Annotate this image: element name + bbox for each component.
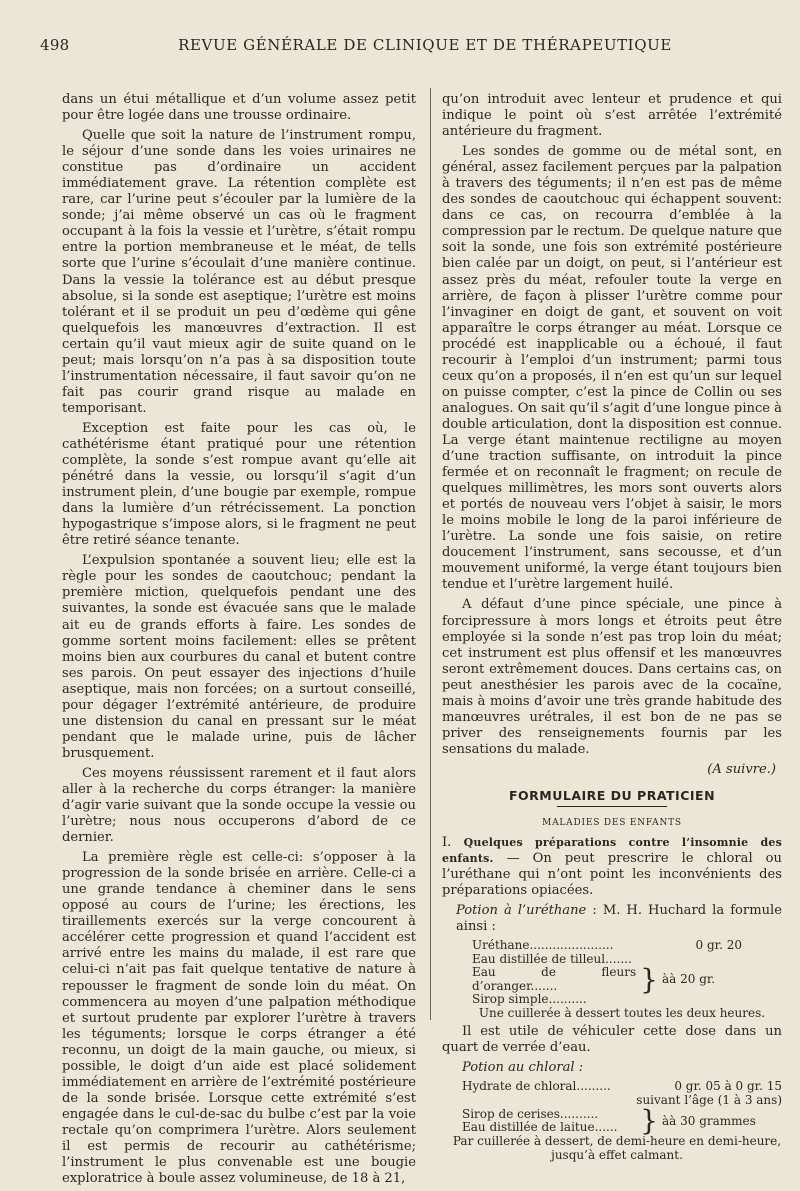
paragraph: L’expulsion spontanée a souvent lieu; elle est la règle pour les sondes de caoutchouc; pendant la première miction, quelquefois pendant une des suivantes, la sonde est évacuée sans que le malade ait eu de grands efforts à faire. Les sondes de gomme sortent moins facilement: elles se prêtent moins bien aux courbures du canal et butent contre ses parois. On peut essayer des injections d’huile aseptique, mais non forcées; on a surtout conseillé, pour dégager l’extrémité antérieure, de produire une distension du canal en pressant sur le méat pendant que le malade urine, puis de lâcher brusquement. [62, 553, 416, 761]
item-number: I. [442, 835, 452, 851]
ingredient-name: Eau distillée de tilleul....... [472, 951, 632, 966]
section-heading: MALADIES DES ENFANTS [542, 818, 682, 829]
recipe-row [472, 939, 782, 953]
paragraph: Ces moyens réussissent rarement et il faut alors aller à la recherche du corps étranger: la manière d’agir varie suivant que la sonde occupe la vessie ou l’urètre; nous nous occuperons d’abord de ce dernier. [62, 765, 416, 846]
dosage-note: Une cuillerée à dessert toutes les deux heures. [478, 1005, 766, 1020]
potion-uretane-label: Potion à l’uréthane [456, 903, 587, 919]
ingredient-name: Sirop simple.......... [472, 992, 587, 1007]
brace: } [640, 1104, 658, 1138]
dosage-note: Par cuillerée à dessert, de demi-heure en demi-heure, jusqu’à effet calmant. [452, 1134, 782, 1162]
paragraph: La première règle est celle-ci: s’opposer à la progression de la sonde brisée en arrière. Celle-ci a une grande tendance à cheminer dans le sens opposé au cours de l’urine; les érections, les tiraillements exercés sur la verge concourent à accélérer cette progression et quand l’accident est arrivé entre les mains du malade, il est rare que celui-ci n’ait pas fait quelque tentative de nature à repousser le fragment de sonde loin du méat. On commencera au moyen d’une palpation méthodique et surtout prudente par explorer l’urètre à travers les téguments; lorsque le corps étranger a été reconnu, un doigt de la main gauche, ou mieux, si possible, le doigt d’un aide est placé solidement immédiatement en arrière de l’extrémité postérieure de la sonde brisée. Lorsque cette extrémité s’est engagée dans le cul-de-sac du bulbe c’est par la voie rectale qu’on comprimera l’urètre. Alors seulement il est permis de recourir au cathétérisme; l’instrument le plus convenable est une bougie exploratrice à boule assez volumineuse, de 18 à 21, [62, 850, 416, 1187]
paragraph: Il est utile de véhiculer cette dose dans un quart de verrée d’eau. [442, 1024, 782, 1056]
dosage-age-note: suivant l’âge (1 à 3 ans) [636, 1092, 782, 1107]
item-heading: Quelques préparations contre l’insomnie des enfants. [442, 836, 782, 866]
ingredient-name: Eau distillée de laitue...... [462, 1120, 618, 1135]
page-header [40, 36, 780, 60]
ingredient-name: Sirop de cerises.......... [462, 1106, 599, 1121]
ingredient-name: Eau de fleurs d’oranger....... [472, 965, 637, 993]
recipe-chloral [452, 1079, 782, 1162]
ingredient-name: Uréthane...................... [472, 938, 614, 953]
right-column [442, 92, 782, 1166]
page-number: 498 [40, 36, 70, 54]
potion-chloral-label: Potion au chloral : [462, 1060, 584, 1076]
group-quantity: àà 30 grammes [662, 1113, 756, 1128]
potion-uretane-line [456, 903, 782, 935]
running-head: REVUE GÉNÉRALE DE CLINIQUE ET DE THÉRAPEUTIQUE [178, 36, 672, 54]
ingredient-group [462, 1104, 782, 1138]
paragraph: Exception est faite pour les cas où, le cathétérisme étant pratiqué pour une rétention complète, la sonde s’est rompue avant qu’elle ait pénétré dans la vessie, ou lorsqu’il s’agit d’un instrument plein, d’une bougie par exemple, rompue dans la lumière d’un rétrécissement. La ponction hypogastrique s’impose alors, si le fragment ne peut être retiré séance tenante. [62, 420, 416, 549]
left-column [62, 92, 416, 1191]
title-underline [557, 806, 667, 807]
continued-note: (A suivre.) [707, 761, 776, 777]
paragraph: dans un étui métallique et d’un volume assez petit pour être logée dans une trousse ordinaire. [62, 92, 416, 124]
ingredient-quantity: 0 gr. 20 [695, 938, 742, 953]
formulaire-title: FORMULAIRE DU PRATICIEN [508, 787, 716, 803]
ingredient-quantity: 0 gr. 05 à 0 gr. 15 [674, 1079, 782, 1094]
ingredient-group [472, 953, 782, 1007]
potion-uretane-attribution: : M. H. Huchard la formule ainsi : [456, 903, 782, 935]
paragraph: A défaut d’une pince spéciale, une pince à forcipressure à mors longs et étroits peut être employée si la sonde n’est pas trop loin du méat; cet instrument est plus offensif et les manœuvres seront extrêmement douces. Dans certains cas, on peut anesthésier les parois avec de la cocaïne, mais à moins d’avoir une très grande habitude des manœuvres urétrales, il est bon de ne pas se priver des renseignements fournis par les sensations du malade. [442, 597, 782, 757]
column-divider [430, 88, 431, 1020]
recipe-uretane [472, 939, 782, 1020]
formula-intro [442, 835, 782, 899]
group-quantity: àà 20 gr. [662, 972, 716, 987]
recipe-row [462, 1080, 782, 1094]
paragraph: Les sondes de gomme ou de métal sont, en général, assez facilement perçues par la palpation à travers des téguments; il n’en est pas de même des sondes de caoutchouc qui échappent souvent: dans ce cas, on recourra d’emblée à la compression par le rectum. De quelque nature que soit la sonde, une fois son extrémité postérieure bien calée par un doigt, on peut, si l’antérieur est assez près du méat, refouler toute la verge en arrière, de façon à plisser l’urètre comme pour l’invaginer en doigt de gant, et souvent on voit apparaître le corps étranger au méat. Lorsque ce procédé est inapplicable ou a échoué, il faut recourir à l’emploi d’un instrument; parmi tous ceux qu’on a proposés, il n’en est qu’un sur lequel on puisse compter, c’est la pince de Collin ou ses analogues. On sait qu’il s’agit d’une longue pince à double articulation, dont la disposition est connue. La verge étant maintenue rectiligne au moyen d’une traction suffisante, on introduit la pince fermée et on reconnaît le fragment; on recule de quelques millimètres, les mors sont ouverts alors et portés de nouveau vers l’objet à saisir, le mors le moins mobile le long de la paroi inférieure de l’urètre. La sonde une fois saisie, on retire doucement l’instrument, sans secousse, et d’un mouvement uniformé, la verge étant toujours bien tendue et l’urètre largement huilé. [442, 144, 782, 593]
ingredient-name: Hydrate de chloral......... [462, 1079, 611, 1094]
brace: } [640, 962, 658, 996]
item-text: — On peut prescrire le chloral ou l’uréthane qui n’ont point les inconvénients des préparations opiacées. [442, 851, 782, 899]
paragraph: Quelle que soit la nature de l’instrument rompu, le séjour d’une sonde dans les voies urinaires ne constitue pas d’ordinaire un accident immédiatement grave. La rétention complète est rare, car l’urine peut s’écouler par la lumière de la sonde; j’ai même observé un cas où le fragment occupant à la fois la vessie et l’urètre, s’était rompu entre la portion membraneuse et le méat, de tells sorte que l’urine s’écoulait d’une manière continue. Dans la vessie la tolérance est au début presque absolue, si la sonde est aseptique; l’urètre est moins tolérant et il se produit un peu d’œdème qui gêne quelquefois les manœuvres d’extraction. Il est certain qu’il vaut mieux agir de suite quand on le peut; mais lorsqu’on n’a pas à sa disposition toute l’instrumentation nécessaire, il faut savoir qu’on ne fait pas courir grand risque au malade en temporisant. [62, 128, 416, 416]
paragraph: qu’on introduit avec lenteur et prudence et qui indique le point où s’est arrêtée l’extrémité antérieure du fragment. [442, 92, 782, 140]
